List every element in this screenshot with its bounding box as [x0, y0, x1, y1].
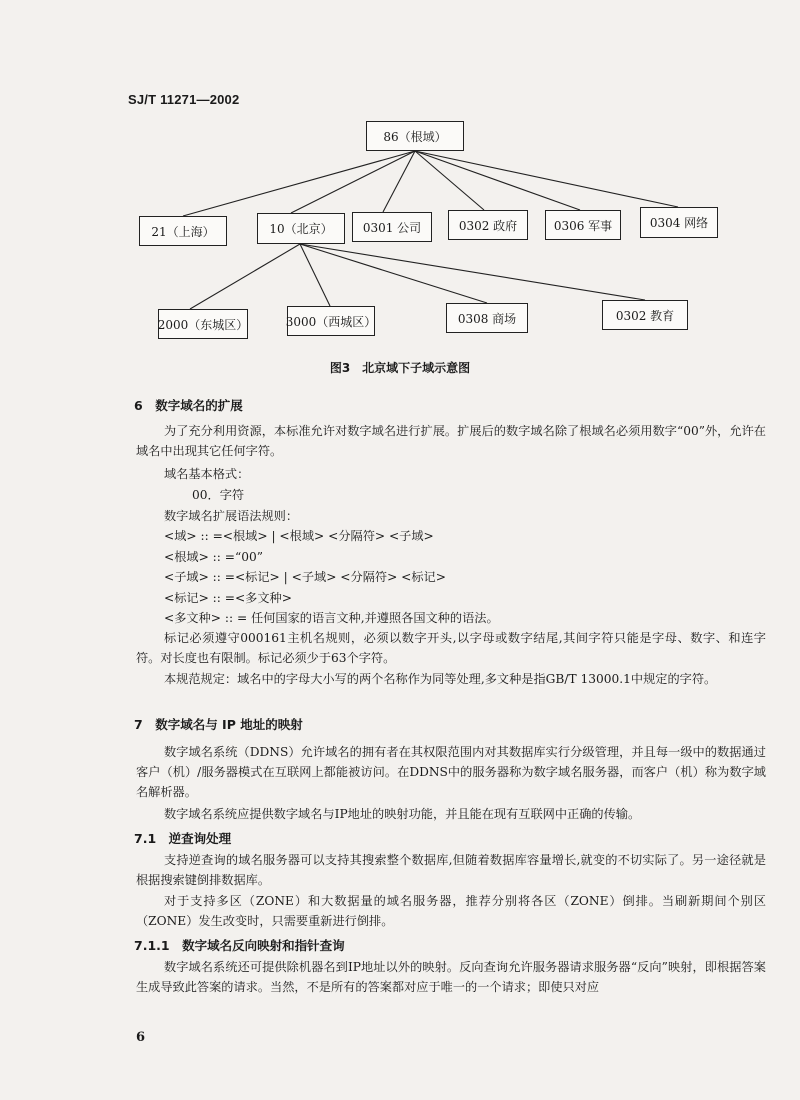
section-7-1-1-heading: 7.1.1 数字域名反向映射和指针查询 [134, 938, 345, 953]
connector-line [183, 151, 415, 216]
section-7-1-paragraph-1: 支持逆查询的域名服务器可以支持其搜索整个数据库,但随着数据库容量增长,就变的不切实际了。另一途径就是根据搜索键倒排数据库。 [136, 853, 766, 887]
section-7-1-1-paragraph-1: 数字域名系统还可提供除机器名到IP地址以外的映射。反向查询允许服务器请求服务器“反向”映射，即根据答案生成导致此答案的请求。当然，不是所有的答案都对应于唯一的一个请求；即使只对应 [136, 960, 766, 994]
section-7-1-heading: 7.1 逆查询处理 [134, 831, 232, 846]
tree-node-mall: 0308 商场 [446, 303, 528, 333]
connector-line [291, 151, 415, 213]
tree-node-dongcheng: 2000（东城区） [158, 309, 248, 339]
basic-format-label: 域名基本格式： [164, 467, 250, 481]
grammar-rule: <根域> :: =“00” [164, 550, 263, 564]
section-7-paragraph-1: 数字域名系统（DDNS）允许域名的拥有者在其权限范围内对其数据库实行分级管理，并且每一级中的数据通过客户（机）/服务器模式在互联网上都能被访问。在DDNS中的服务器称为数字域名服务器，而客户（机）称为数字域名解析器。 [136, 745, 766, 799]
tree-node-network: 0304 网络 [640, 207, 718, 238]
tree-node-shanghai: 21（上海） [139, 216, 227, 246]
grammar-rule: <多文种> :: = 任何国家的语言文种,并遵照各国文种的语法。 [164, 611, 499, 625]
tree-node-education: 0302 教育 [602, 300, 688, 330]
grammar-rule: <标记> :: =<多文种> [164, 591, 292, 605]
tree-node-military: 0306 军事 [545, 210, 621, 240]
grammar-rule: <域> :: =<根域> | <根域> <分隔符> <子域> [164, 529, 434, 543]
tree-node-government: 0302 政府 [448, 210, 528, 240]
connector-line [300, 244, 487, 303]
grammar-rule: <子域> :: =<标记> | <子域> <分隔符> <标记> [164, 570, 446, 584]
connector-line [190, 244, 300, 309]
domain-tree-figure [0, 0, 800, 345]
connector-line [300, 244, 330, 306]
tree-connectors [0, 0, 800, 345]
section-6-heading: 6 数字域名的扩展 [134, 398, 243, 413]
standard-code: SJ/T 11271—2002 [128, 92, 240, 107]
tree-node-company: 0301 公司 [352, 212, 432, 242]
connector-line [415, 151, 484, 210]
grammar-label: 数字域名扩展语法规则： [164, 509, 299, 523]
section-6-paragraph-3: 本规范规定：域名中的字母大小写的两个名称作为同等处理,多文种是指GB/T 13000.1中规定的字符。 [164, 672, 717, 686]
tree-node-beijing: 10（北京） [257, 213, 345, 244]
section-7-1-paragraph-2: 对于支持多区（ZONE）和大数据量的域名服务器，推荐分别将各区（ZONE）倒排。当刷新期间个别区（ZONE）发生改变时，只需要重新进行倒排。 [136, 894, 766, 928]
connector-line [383, 151, 415, 212]
section-6-paragraph-1: 为了充分利用资源，本标准允许对数字域名进行扩展。扩展后的数字域名除了根域名必须用数字“00”外，允许在域名中出现其它任何字符。 [136, 424, 766, 458]
section-6-paragraph-2: 标记必须遵守000161主机名规则，必须以数字开头,以字母或数字结尾,其间字符只能是字母、数字、和连字符。对长度也有限制。标记必须少于63个字符。 [136, 631, 766, 665]
basic-format-value: 00．字符 [192, 488, 245, 502]
connector-line [300, 244, 645, 300]
section-7-paragraph-2: 数字域名系统应提供数字域名与IP地址的映射功能，并且能在现有互联网中正确的传输。 [164, 807, 641, 821]
section-7-heading: 7 数字域名与 IP 地址的映射 [134, 717, 303, 732]
tree-node-xicheng: 3000（西城区） [287, 306, 375, 336]
tree-node-root: 86（根域） [366, 121, 464, 151]
page-number: 6 [136, 1030, 146, 1045]
figure-caption: 图3 北京域下子域示意图 [329, 361, 471, 375]
